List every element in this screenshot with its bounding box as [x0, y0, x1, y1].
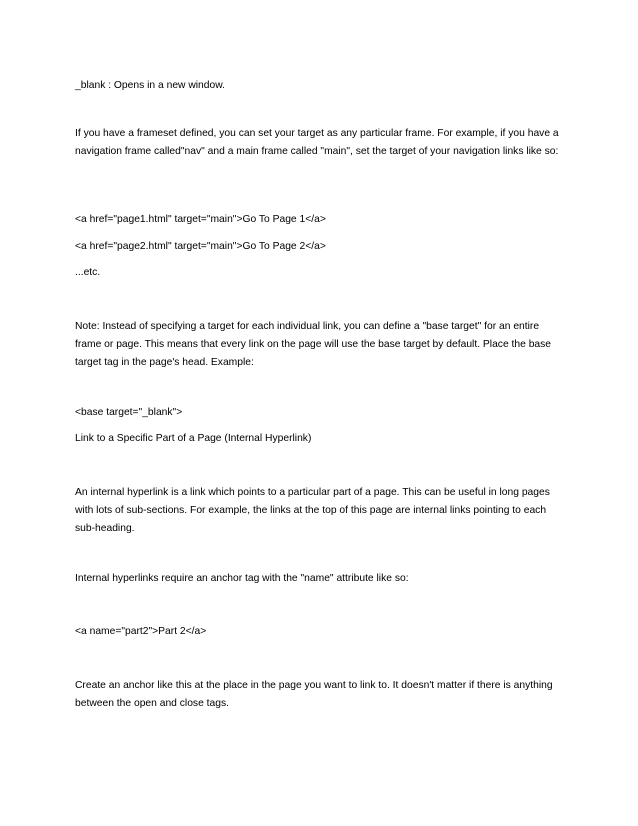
code-line-anchor-name: <a name="part2">Part 2</a>	[75, 626, 207, 637]
section-heading-internal-hyperlink: Link to a Specific Part of a Page (Internal Hyperlink)	[75, 433, 312, 444]
paragraph-blank-target: _blank : Opens in a new window.	[75, 80, 225, 91]
paragraph-internal-hyperlink-description: An internal hyperlink is a link which points to a particular part of a page. This can be useful in long pages with lots of sub-sections. For example, the links at the top of this page are internal links pointing to each sub-heading.	[75, 487, 550, 534]
paragraph-create-anchor: Create an anchor like this at the place in the page you want to link to. It doesn't matter if there is anything between the open and close tags.	[75, 680, 553, 709]
code-line-base-target: <base target="_blank">	[75, 407, 183, 418]
paragraph-frameset-target: If you have a frameset defined, you can set your target as any particular frame. For example, if you have a navigation frame called"nav" and a main frame called "main", set the target of your navigation links like so:	[75, 128, 559, 157]
paragraph-base-target-note: Note: Instead of specifying a target for each individual link, you can define a "base target" for an entire frame or page. This means that every link on the page will use the base target by default. Place the base target tag in the page's head. Example:	[75, 321, 552, 368]
paragraph-etc: ...etc.	[75, 267, 101, 278]
code-line-page1-link: <a href="page1.html" target="main">Go To Page 1</a>	[75, 214, 326, 225]
code-line-page2-link: <a href="page2.html" target="main">Go To Page 2</a>	[75, 241, 326, 252]
paragraph-anchor-requirement: Internal hyperlinks require an anchor tag with the "name" attribute like so:	[75, 573, 409, 584]
